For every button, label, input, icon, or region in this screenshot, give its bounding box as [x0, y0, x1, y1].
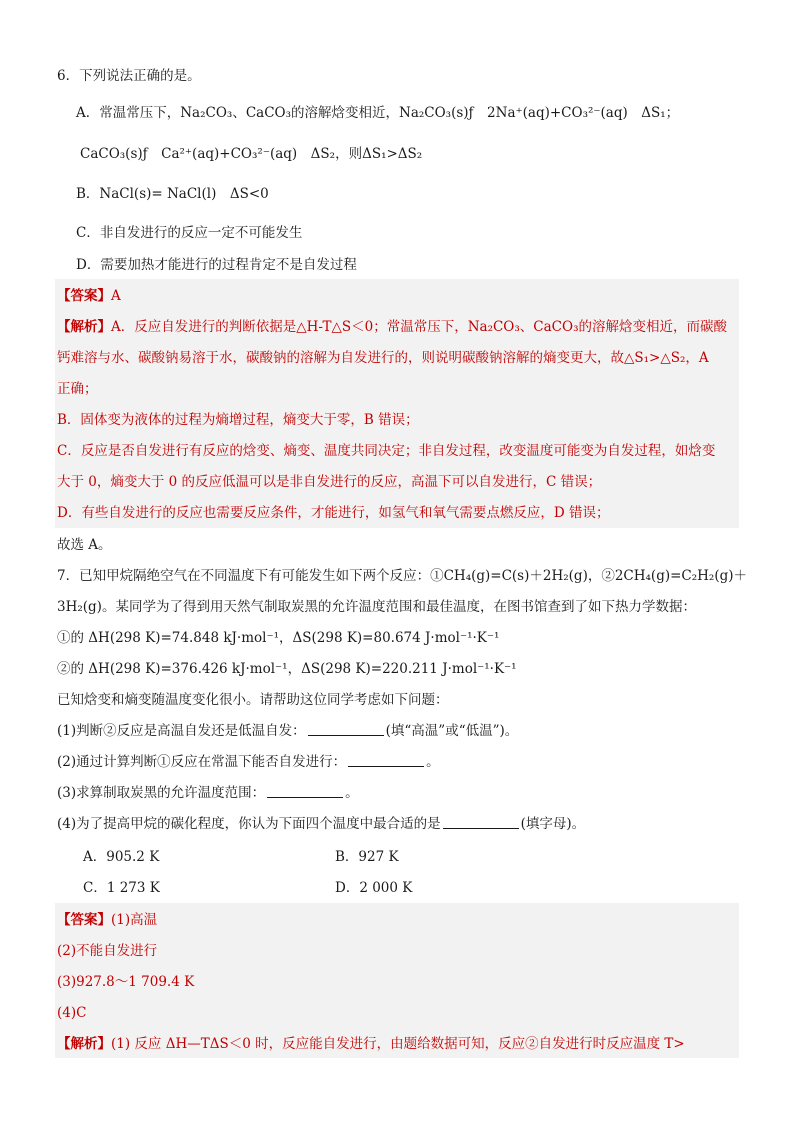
q7-answer-1-text: (1)高温 [111, 912, 158, 928]
q6-conclusion: 故选 A。 [57, 537, 112, 553]
q7-data-2: ②的 ΔH(298 K)=376.426 kJ·mol⁻¹，ΔS(298 K)=220.211 J·mol⁻¹·K⁻¹ [57, 661, 517, 677]
q7-part-3 [57, 784, 359, 802]
q7-part-3-end: 。 [345, 785, 359, 801]
q7-part-2-text: (2)通过计算判断①反应在常温下能否自发进行： [57, 754, 347, 770]
q6-analysis-line: D．有些自发进行的反应也需要反应条件，才能进行，如氢气和氧气需要点燃反应，D 错误； [57, 505, 610, 521]
q7-part-1-hint: (填“高温”或“低温”)。 [385, 723, 519, 739]
q7-answer-2: (2)不能自发进行 [57, 943, 158, 959]
q6-analysis-line: C．反应是否自发进行有反应的焓变、熵变、温度共同决定；非自发过程，改变温度可能变为自发过程，如焓变 [57, 443, 716, 459]
q7-part-4-hint: (填字母)。 [520, 816, 586, 832]
q6-option-a-line1: A．常温常压下，Na₂CO₃、CaCO₃的溶解焓变相近，Na₂CO₃(s)ƒ 2Na⁺(aq)+CO₃²⁻(aq) ΔS₁； [76, 105, 680, 121]
q7-part-1-blank[interactable] [308, 722, 384, 736]
q7-data-1: ①的 ΔH(298 K)=74.848 kJ·mol⁻¹，ΔS(298 K)=80.674 J·mol⁻¹·K⁻¹ [57, 630, 500, 646]
q7-part-4 [57, 815, 585, 833]
q7-part-4-blank[interactable] [443, 815, 519, 829]
q6-analysis-line: 正确； [57, 381, 98, 397]
q7-note: 已知焓变和熵变随温度变化很小。请帮助这位同学考虑如下问题： [57, 692, 449, 708]
q6-analysis-line: B．固体变为液体的过程为熵增过程，熵变大于零，B 错误； [57, 412, 419, 428]
q7-part-2-end: 。 [426, 754, 440, 770]
q7-analysis-text: (1) 反应 ΔH—TΔS＜0 时，反应能自发进行，由题给数据可知，反应②自发进行时反应温度 T> [111, 1036, 685, 1052]
q7-answer-3: (3)927.8～1 709.4 K [57, 974, 195, 990]
q6-analysis-line: 大于 0，熵变大于 0 的反应低温可以是非自发进行的反应，高温下可以自发进行，C 错误； [57, 474, 602, 490]
q6-analysis-text: A．反应自发进行的判断依据是△H-T△S＜0；常温常压下，Na₂CO₃、CaCO₃的溶解焓变相近，而碳酸 [111, 319, 727, 335]
q7-option-b: B．927 K [335, 849, 399, 865]
q7-answer-1 [57, 911, 157, 929]
q7-part-1 [57, 722, 518, 740]
q6-analysis-tag: 【解析】 [57, 319, 111, 335]
q7-analysis-tag: 【解析】 [57, 1036, 111, 1052]
q6-answer-value: A [111, 288, 121, 304]
q7-stem-line2: 3H₂(g)。某同学为了得到用天然气制取炭黑的允许温度范围和最佳温度，在图书馆查到了如下热力学数据： [57, 599, 696, 615]
q7-analysis-line [57, 1035, 685, 1053]
q7-part-2 [57, 753, 440, 771]
q7-option-c: C．1 273 K [83, 880, 160, 896]
q6-stem: 6．下列说法正确的是。 [57, 68, 201, 84]
q7-option-a: A．905.2 K [83, 849, 160, 865]
q6-answer-tag: 【答案】 [57, 288, 111, 304]
q6-analysis-line [57, 318, 727, 336]
q7-part-2-blank[interactable] [348, 753, 424, 767]
q7-option-d: D．2 000 K [335, 880, 413, 896]
q7-answer-4: (4)C [57, 1005, 87, 1021]
q6-option-a-line2: CaCO₃(s)ƒ Ca²⁺(aq)+CO₃²⁻(aq) ΔS₂，则ΔS₁>ΔS₂ [80, 146, 423, 162]
q6-analysis-line: 钙难溶与水、碳酸钠易溶于水，碳酸钠的溶解为自发进行的，则说明碳酸钠溶解的熵变更大，故△S₁>△S₂，A [57, 350, 709, 366]
q7-part-1-text: (1)判断②反应是高温自发还是低温自发： [57, 723, 306, 739]
q6-option-d: D．需要加热才能进行的过程肯定不是自发过程 [76, 257, 357, 273]
q7-part-3-text: (3)求算制取炭黑的允许温度范围： [57, 785, 266, 801]
q6-option-b: B．NaCl(s)= NaCl(l) ΔS<0 [76, 186, 269, 202]
q7-stem-line1: 7．已知甲烷隔绝空气在不同温度下有可能发生如下两个反应：①CH₄(g)=C(s)＋2H₂(g)，②2CH₄(g)=C₂H₂(g)＋ [57, 568, 748, 584]
q6-answer [57, 287, 121, 305]
q7-answer-tag: 【答案】 [57, 912, 111, 928]
q7-part-4-text: (4)为了提高甲烷的碳化程度，你认为下面四个温度中最合适的是 [57, 816, 441, 832]
q6-option-c: C．非自发进行的反应一定不可能发生 [76, 225, 303, 241]
q7-part-3-blank[interactable] [267, 784, 343, 798]
